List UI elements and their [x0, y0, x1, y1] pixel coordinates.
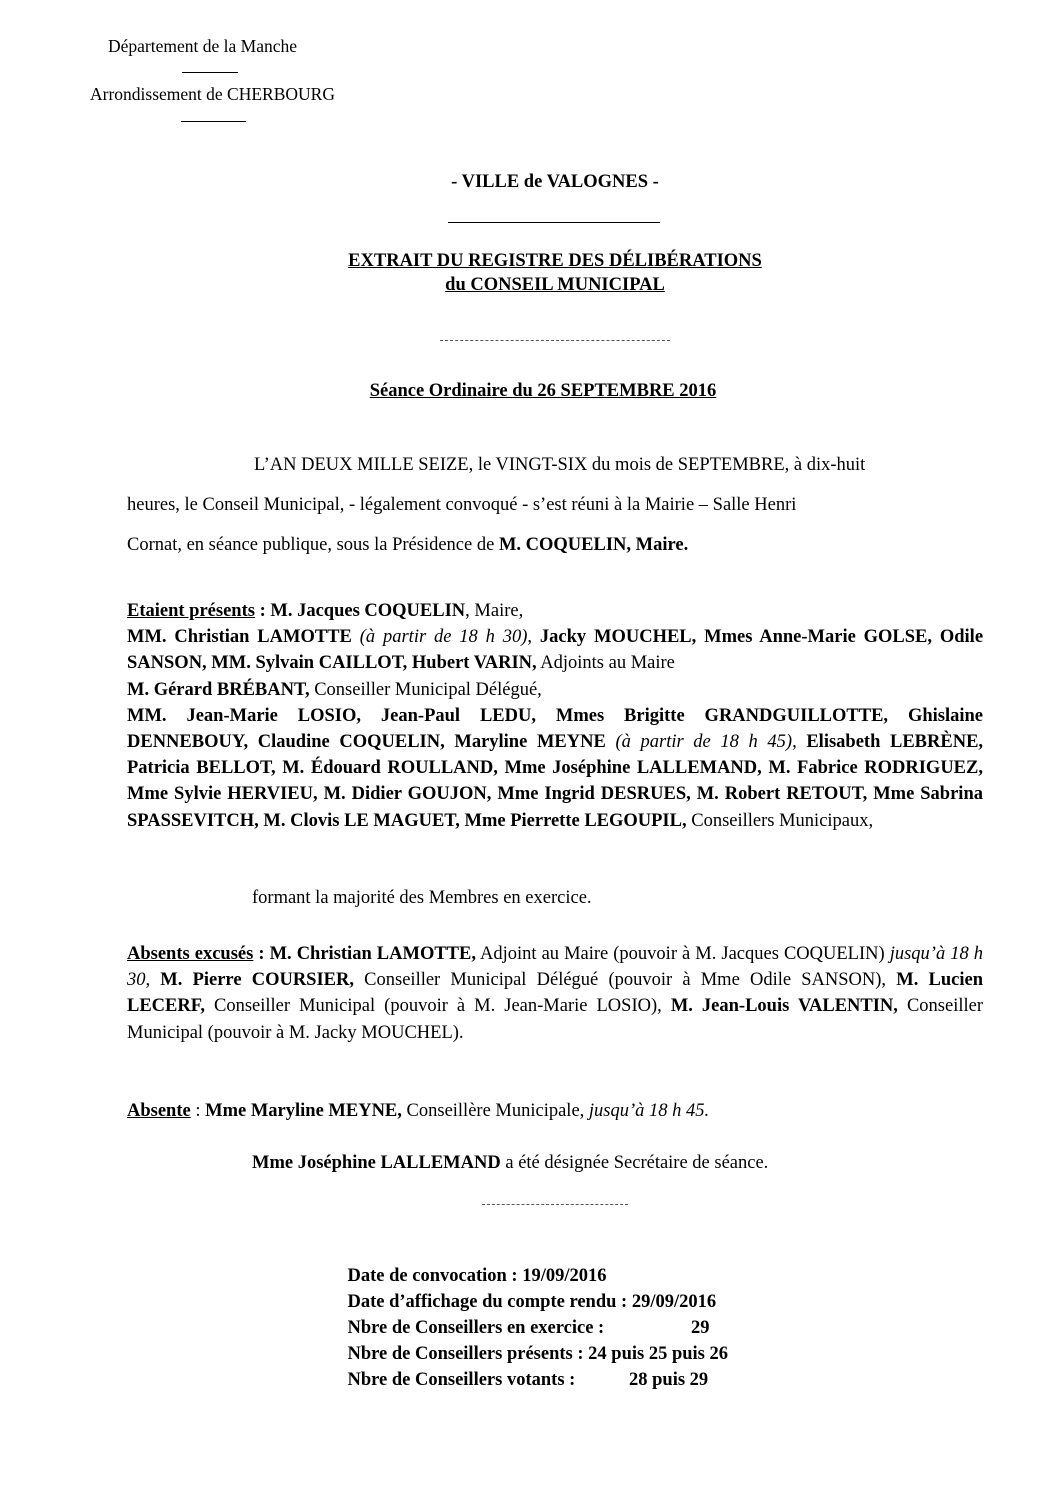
- summary-separator: [482, 1204, 628, 1205]
- convocation-row: [329, 1237, 849, 1286]
- absent-coursier: M. Pierre COURSIER,: [150, 970, 354, 991]
- presents-count-label: Nbre de Conseillers présents :: [347, 1344, 589, 1364]
- presents-count-value: 24 puis 25 puis 26: [588, 1344, 728, 1364]
- absent-valentin: M. Jean-Louis VALENTIN,: [670, 996, 898, 1017]
- absent-lamotte-note: jusqu’à 18 h 30,: [127, 944, 984, 991]
- maire-role: , Maire,: [465, 601, 524, 621]
- exercice-row: [329, 1289, 849, 1338]
- votants-value: 28 puis 29: [629, 1370, 709, 1390]
- exercice-label: Nbre de Conseillers en exercice :: [347, 1318, 605, 1338]
- intro-line-1: L’AN DEUX MILLE SEIZE, le VINGT-SIX du mois de SEPTEMBRE, à dix-huit: [254, 455, 866, 475]
- meyne-note: (à partir de 18 h 45),: [615, 732, 797, 753]
- convocation-value: 19/09/2016: [522, 1266, 607, 1286]
- departement-label: Département de la Manche: [108, 36, 298, 56]
- absent-lecerf: M. Lucien LECERF,: [127, 970, 983, 1017]
- votants-label: Nbre de Conseillers votants :: [347, 1370, 576, 1390]
- conseillers-names-2: Elisabeth LEBRÈNE, Patricia BELLOT, M. Édouard ROULLAND, Mme Joséphine LALLEMAND, M. Fabrice RODRIGUEZ, Mme Sylvie HERVIEU, M. Didier GOUJON, Mme Ingrid DESRUES, M. Robert RETOUT, Mme Sabrina SPASSEVITCH, M. Clovis LE MAGUET, Mme Pierrette LEGOUPIL,: [127, 732, 984, 831]
- registre-title: EXTRAIT DU REGISTRE DES DÉLIBÉRATIONS: [348, 251, 762, 271]
- absent-lamotte: M. Christian LAMOTTE,: [269, 944, 476, 964]
- secretaire-text: a été désignée Secrétaire de séance.: [500, 1153, 769, 1173]
- absent-lecerf-desc: Conseiller Municipal (pouvoir à M. Jean-Marie LOSIO),: [204, 996, 671, 1017]
- affichage-value: 29/09/2016: [631, 1292, 717, 1312]
- header-divider-2: [181, 121, 246, 122]
- absente-name: Mme Maryline MEYNE,: [205, 1101, 402, 1121]
- absents-label: Absents excusés: [127, 944, 254, 964]
- convocation-label: Date de convocation :: [347, 1266, 523, 1286]
- affichage-row: [329, 1263, 849, 1312]
- ville-title: - VILLE de VALOGNES -: [451, 172, 659, 192]
- adjoints-role: Adjoints au Maire: [540, 653, 675, 674]
- president-name: M. COQUELIN, Maire.: [498, 535, 689, 555]
- affichage-label: Date d’affichage du compte rendu :: [347, 1292, 632, 1312]
- secretaire-name: Mme Joséphine LALLEMAND: [252, 1153, 501, 1173]
- presents-count-row: [329, 1315, 849, 1364]
- absents-block: [127, 941, 983, 1046]
- adjoints-names: Jacky MOUCHEL, Mmes Anne-Marie GOLSE, Odile SANSON, MM. Sylvain CAILLOT, Hubert VARIN,: [127, 627, 984, 674]
- maire-name: M. Jacques COQUELIN: [270, 601, 466, 621]
- intro-line-3: [127, 535, 688, 556]
- seance-title: Séance Ordinaire du 26 SEPTEMBRE 2016: [369, 381, 717, 401]
- delegue-role: Conseiller Municipal Délégué,: [314, 679, 542, 700]
- absente-note: jusqu’à 18 h 45.: [588, 1101, 710, 1121]
- title-separator: [440, 340, 670, 341]
- presents-block: Etaient présents : M. Jacques COQUELIN, Maire, MM. Christian LAMOTTE (à partir de 18 h 30), Jacky MOUCHEL, Mmes Anne-Marie GOLSE, Odile SANSON, MM. Sylvain CAILLOT, Hubert VARIN, Adjoints au Maire M. Gérard BRÉBANT, Conseiller Municipal Délégué, MM. Jean-Marie LOSIO, Jean-Paul LEDU, Mmes Brigitte GRANDGUILLOTTE, Ghislaine DENNEBOUY, Claudine COQUELIN, Maryline MEYNE (à partir de 18 h 45), Elisabeth LEBRÈNE, Patricia BELLOT, M. Édouard ROULLAND, Mme Joséphine LALLEMAND, M. Fabrice RODRIGUEZ, Mme Sylvie HERVIEU, M. Didier GOUJON, Mme Ingrid DESRUES, M. Robert RETOUT, Mme Sabrina SPASSEVITCH, M. Clovis LE MAGUET, Mme Pierrette LEGOUPIL, Conseillers Municipaux,: [127, 601, 984, 831]
- conseillers-names-1: MM. Jean-Marie LOSIO, Jean-Paul LEDU, Mmes Brigitte GRANDGUILLOTTE, Ghislaine DENNEBOUY, Claudine COQUELIN, Maryline MEYNE: [127, 705, 983, 753]
- ville-underline: [448, 222, 660, 223]
- absent-coursier-desc: Conseiller Municipal Délégué (pouvoir à Mme Odile SANSON),: [354, 970, 897, 991]
- absente-line: [127, 1101, 709, 1122]
- conseil-title: du CONSEIL MUNICIPAL: [445, 275, 665, 295]
- absente-label: Absente: [127, 1101, 191, 1121]
- summary-block: [329, 1237, 849, 1390]
- absents-sep: :: [253, 944, 270, 964]
- votants-row: [329, 1341, 849, 1390]
- header-divider-1: [182, 72, 238, 73]
- secretaire-line: [252, 1153, 768, 1174]
- presents-label: Etaient présents: [127, 601, 255, 621]
- absente-sep: :: [190, 1101, 206, 1121]
- lamotte-note: (à partir de 18 h 30): [359, 627, 528, 648]
- exercice-value: 29: [691, 1318, 710, 1338]
- conseillers-role: Conseillers Municipaux,: [691, 810, 874, 831]
- intro-line-2: heures, le Conseil Municipal, - légalement convoqué - s’est réuni à la Mairie – Salle Henri: [127, 495, 797, 515]
- delegue-name: M. Gérard BRÉBANT,: [127, 679, 310, 700]
- absent-valentin-desc: Conseiller Municipal (pouvoir à M. Jacky MOUCHEL).: [127, 996, 984, 1043]
- majorite-line: formant la majorité des Membres en exercice.: [252, 888, 592, 908]
- presents-sep: :: [254, 601, 271, 621]
- adjoint-lamotte: MM. Christian LAMOTTE: [127, 627, 352, 648]
- absente-role: Conseillère Municipale,: [401, 1101, 589, 1121]
- absent-lamotte-desc: Adjoint au Maire (pouvoir à M. Jacques COQUELIN): [475, 944, 890, 964]
- arrondissement-label: Arrondissement de CHERBOURG: [90, 84, 335, 104]
- intro-line-3-text: Cornat, en séance publique, sous la Présidence de: [127, 535, 499, 555]
